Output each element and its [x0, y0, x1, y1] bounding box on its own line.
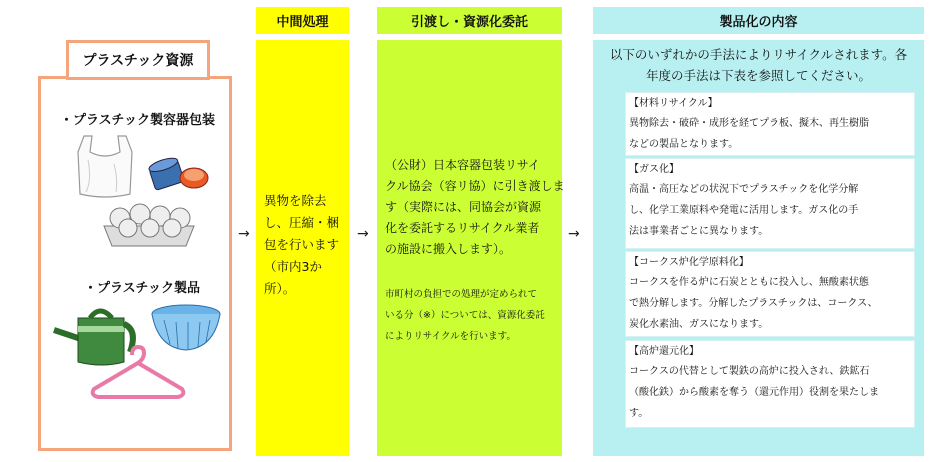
handover-note: 市町村の負担での処理が定められて いる分（※）については、資源化委託 によりリサイクルを行います。	[385, 289, 545, 342]
egg-carton-icon	[100, 200, 198, 250]
arrow-1: →	[238, 226, 250, 242]
arrow-2: →	[357, 226, 369, 242]
product-intro: 以下のいずれかの手法によりリサイクルされます。各 年度の手法は下表を参照してください。	[609, 47, 908, 83]
plastic-products-label: ・プラスチック製品	[84, 281, 200, 296]
arrow-3: →	[568, 226, 580, 242]
method-title: 【コークス炉化学原料化】	[629, 257, 749, 268]
method-coke-oven: 【コークス炉化学原料化】 コークスを作る炉に石炭とともに投入し、無酸素状態 で熱分解します。分解したプラスチックは、コークス、 炭化水素油、ガスになります。	[625, 251, 915, 337]
method-gasification: 【ガス化】 高温・高圧などの状況下でプラスチックを化学分解 し、化学工業原料や発電に活用します。ガス化の手 法は事業者ごとに異なります。	[625, 158, 915, 249]
product-header: 製品化の内容	[593, 7, 924, 34]
handover-text: （公財）日本容器包装リサイ クル協会（容リ協）に引き渡しま す（実際には、同協会が資源 化を委託するリサイクル業者 の施設に搬入します）。	[385, 158, 565, 256]
hanger-icon	[88, 345, 188, 405]
container-packaging-label: ・プラスチック製容器包装	[60, 113, 215, 128]
method-blast-furnace: 【高炉還元化】 コークスの代替として製鉄の高炉に投入され、鉄鉱石 （酸化鉄）から酸素を奪う（還元作用）役割を果たしま す。	[625, 340, 915, 428]
plastic-bag-icon	[70, 130, 140, 200]
method-title: 【ガス化】	[629, 164, 679, 175]
intermediate-text: 異物を除去 し、圧縮・梱 包を行います （市内3か 所）。	[264, 193, 340, 296]
handover-header: 引渡し・資源化委託	[377, 7, 562, 34]
cup-container-icon	[148, 152, 212, 196]
source-title: プラスチック資源	[66, 40, 210, 80]
method-title: 【高炉還元化】	[629, 346, 699, 357]
intermediate-header: 中間処理	[256, 7, 349, 34]
method-material-recycling: 【材料リサイクル】 異物除去・破砕・成形を経てプラ板、擬木、再生樹脂 などの製品となります。	[625, 92, 915, 156]
method-title: 【材料リサイクル】	[629, 98, 718, 109]
